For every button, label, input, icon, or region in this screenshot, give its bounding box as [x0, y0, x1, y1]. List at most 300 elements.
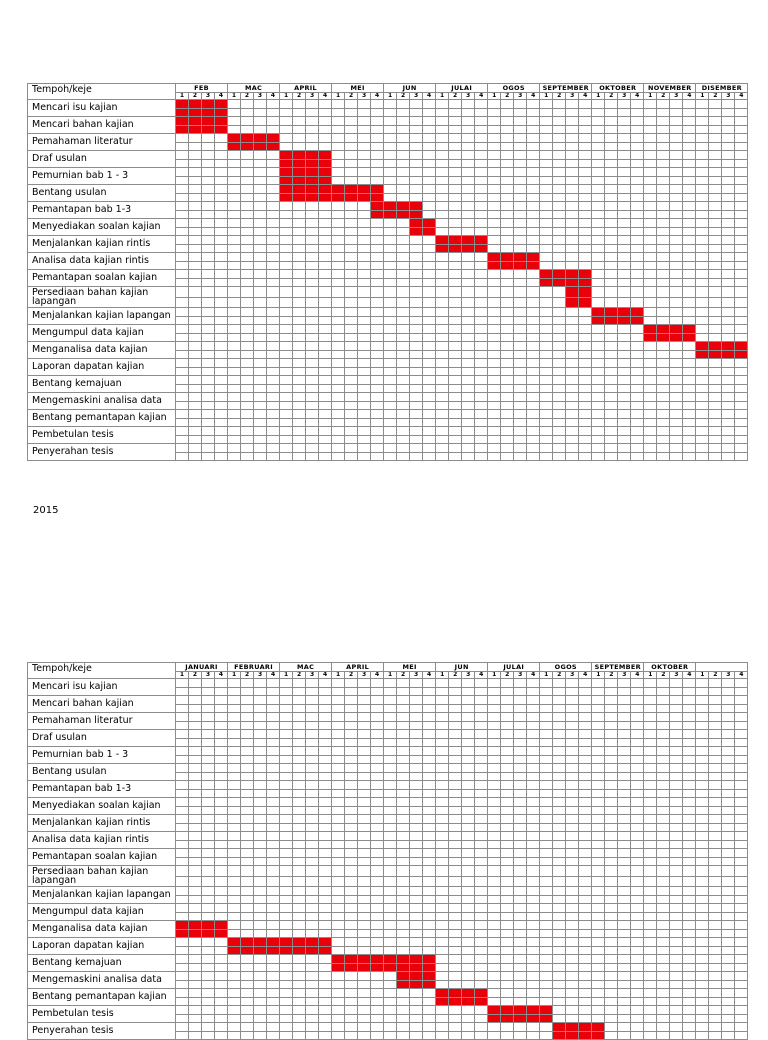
schedule-cell: [410, 738, 423, 747]
schedule-cell: [683, 151, 696, 160]
schedule-cell: [176, 159, 189, 168]
schedule-cell: [267, 980, 280, 989]
schedule-cell: [254, 159, 267, 168]
schedule-cell: [735, 876, 748, 887]
schedule-cell: [410, 989, 423, 998]
schedule-cell: [670, 832, 683, 841]
month-header-row: [28, 663, 748, 672]
schedule-cell: [605, 772, 618, 781]
schedule-bar-cell: [280, 193, 293, 202]
schedule-cell: [566, 325, 579, 334]
schedule-cell: [241, 219, 254, 228]
schedule-cell: [202, 261, 215, 270]
task-row: [28, 202, 748, 211]
schedule-cell: [553, 806, 566, 815]
schedule-cell: [579, 134, 592, 143]
schedule-cell: [345, 176, 358, 185]
schedule-bar-cell: [488, 1014, 501, 1023]
schedule-cell: [540, 997, 553, 1006]
schedule-cell: [709, 866, 722, 877]
schedule-cell: [631, 955, 644, 964]
schedule-cell: [332, 887, 345, 896]
schedule-cell: [722, 876, 735, 887]
schedule-cell: [618, 227, 631, 236]
schedule-bar-cell: [189, 929, 202, 938]
schedule-cell: [189, 980, 202, 989]
schedule-cell: [709, 798, 722, 807]
schedule-cell: [293, 333, 306, 342]
schedule-cell: [332, 236, 345, 245]
schedule-cell: [397, 410, 410, 419]
schedule-cell: [189, 384, 202, 393]
schedule-cell: [410, 151, 423, 160]
schedule-cell: [189, 815, 202, 824]
schedule-cell: [501, 210, 514, 219]
schedule-cell: [306, 287, 319, 298]
schedule-cell: [397, 798, 410, 807]
schedule-bar-cell: [644, 325, 657, 334]
schedule-cell: [280, 955, 293, 964]
schedule-cell: [228, 781, 241, 790]
week-number: 3: [462, 93, 475, 100]
schedule-cell: [501, 452, 514, 461]
schedule-cell: [462, 308, 475, 317]
schedule-bar-cell: [397, 202, 410, 211]
schedule-cell: [475, 980, 488, 989]
schedule-cell: [319, 210, 332, 219]
schedule-cell: [436, 876, 449, 887]
schedule-cell: [709, 367, 722, 376]
week-number: 4: [735, 672, 748, 679]
schedule-cell: [332, 904, 345, 913]
schedule-cell: [254, 789, 267, 798]
schedule-bar-cell: [592, 308, 605, 317]
schedule-cell: [592, 244, 605, 253]
schedule-cell: [176, 738, 189, 747]
schedule-cell: [397, 316, 410, 325]
schedule-cell: [371, 125, 384, 134]
schedule-cell: [514, 117, 527, 126]
schedule-cell: [423, 747, 436, 756]
schedule-cell: [436, 963, 449, 972]
schedule-cell: [579, 921, 592, 930]
schedule-cell: [462, 857, 475, 866]
schedule-cell: [670, 244, 683, 253]
schedule-cell: [735, 168, 748, 177]
schedule-cell: [644, 253, 657, 262]
schedule-cell: [670, 738, 683, 747]
schedule-bar-cell: [202, 921, 215, 930]
schedule-cell: [540, 444, 553, 453]
schedule-cell: [527, 350, 540, 359]
schedule-cell: [280, 815, 293, 824]
schedule-bar-cell: [449, 997, 462, 1006]
schedule-cell: [462, 342, 475, 351]
schedule-cell: [696, 278, 709, 287]
schedule-cell: [709, 730, 722, 739]
schedule-cell: [319, 418, 332, 427]
schedule-cell: [423, 798, 436, 807]
schedule-cell: [241, 202, 254, 211]
schedule-cell: [488, 297, 501, 308]
schedule-cell: [397, 806, 410, 815]
schedule-cell: [709, 946, 722, 955]
schedule-cell: [293, 904, 306, 913]
schedule-cell: [683, 721, 696, 730]
schedule-cell: [553, 857, 566, 866]
schedule-cell: [462, 955, 475, 964]
schedule-cell: [228, 730, 241, 739]
schedule-cell: [553, 185, 566, 194]
schedule-bar-cell: [280, 176, 293, 185]
schedule-cell: [241, 1006, 254, 1015]
schedule-cell: [605, 921, 618, 930]
schedule-cell: [319, 401, 332, 410]
schedule-cell: [735, 134, 748, 143]
schedule-cell: [319, 798, 332, 807]
schedule-cell: [735, 151, 748, 160]
schedule-cell: [553, 236, 566, 245]
week-number: 4: [683, 672, 696, 679]
schedule-cell: [423, 367, 436, 376]
schedule-cell: [670, 236, 683, 245]
schedule-cell: [579, 849, 592, 858]
schedule-cell: [449, 1006, 462, 1015]
schedule-cell: [202, 350, 215, 359]
schedule-cell: [566, 789, 579, 798]
schedule-cell: [189, 435, 202, 444]
schedule-cell: [540, 384, 553, 393]
task-row: [28, 972, 748, 981]
schedule-cell: [189, 333, 202, 342]
schedule-cell: [540, 117, 553, 126]
task-label: Bentang kemajuan: [28, 955, 176, 972]
schedule-cell: [306, 444, 319, 453]
schedule-cell: [527, 193, 540, 202]
schedule-cell: [241, 427, 254, 436]
schedule-cell: [618, 168, 631, 177]
schedule-cell: [540, 904, 553, 913]
schedule-cell: [397, 866, 410, 877]
month-header: NOVEMBER: [644, 84, 696, 93]
schedule-cell: [410, 270, 423, 279]
month-header: OGOS: [488, 84, 540, 93]
schedule-cell: [501, 287, 514, 298]
schedule-cell: [618, 738, 631, 747]
schedule-cell: [735, 895, 748, 904]
schedule-cell: [358, 730, 371, 739]
schedule-cell: [566, 755, 579, 764]
schedule-bar-cell: [735, 342, 748, 351]
schedule-cell: [592, 350, 605, 359]
schedule-cell: [670, 193, 683, 202]
schedule-cell: [644, 410, 657, 419]
schedule-bar-cell: [540, 278, 553, 287]
schedule-cell: [228, 168, 241, 177]
schedule-cell: [449, 904, 462, 913]
schedule-cell: [696, 738, 709, 747]
schedule-cell: [527, 866, 540, 877]
schedule-cell: [657, 815, 670, 824]
schedule-cell: [618, 393, 631, 402]
week-number: 3: [670, 672, 683, 679]
schedule-cell: [410, 755, 423, 764]
schedule-cell: [332, 772, 345, 781]
schedule-cell: [254, 185, 267, 194]
schedule-bar-cell: [332, 955, 345, 964]
schedule-cell: [319, 840, 332, 849]
task-row: [28, 410, 748, 419]
schedule-cell: [696, 117, 709, 126]
schedule-cell: [215, 270, 228, 279]
schedule-cell: [358, 696, 371, 705]
schedule-cell: [280, 142, 293, 151]
schedule-cell: [553, 261, 566, 270]
task-column-header: Tempoh/keje: [28, 84, 176, 100]
schedule-cell: [371, 772, 384, 781]
schedule-cell: [631, 401, 644, 410]
schedule-cell: [683, 100, 696, 109]
schedule-cell: [592, 963, 605, 972]
schedule-cell: [696, 997, 709, 1006]
schedule-cell: [449, 815, 462, 824]
schedule-cell: [449, 696, 462, 705]
schedule-cell: [722, 955, 735, 964]
schedule-cell: [449, 887, 462, 896]
schedule-cell: [202, 679, 215, 688]
schedule-cell: [280, 359, 293, 368]
schedule-cell: [423, 244, 436, 253]
schedule-cell: [553, 866, 566, 877]
schedule-bar-cell: [631, 308, 644, 317]
schedule-cell: [527, 687, 540, 696]
schedule-cell: [462, 393, 475, 402]
month-header-row: [28, 84, 748, 93]
schedule-cell: [618, 1031, 631, 1040]
schedule-cell: [605, 427, 618, 436]
schedule-cell: [176, 904, 189, 913]
schedule-cell: [397, 849, 410, 858]
schedule-cell: [215, 219, 228, 228]
schedule-cell: [540, 176, 553, 185]
schedule-cell: [254, 704, 267, 713]
schedule-cell: [176, 359, 189, 368]
schedule-cell: [605, 912, 618, 921]
schedule-cell: [553, 134, 566, 143]
schedule-cell: [488, 452, 501, 461]
schedule-cell: [683, 747, 696, 756]
schedule-cell: [592, 997, 605, 1006]
schedule-cell: [462, 963, 475, 972]
schedule-cell: [462, 832, 475, 841]
schedule-cell: [618, 895, 631, 904]
schedule-cell: [631, 929, 644, 938]
schedule-cell: [618, 444, 631, 453]
schedule-cell: [345, 401, 358, 410]
schedule-cell: [176, 134, 189, 143]
schedule-cell: [631, 350, 644, 359]
schedule-cell: [267, 270, 280, 279]
schedule-cell: [306, 134, 319, 143]
schedule-cell: [709, 772, 722, 781]
week-number: 4: [683, 93, 696, 100]
schedule-cell: [319, 297, 332, 308]
schedule-cell: [475, 721, 488, 730]
schedule-cell: [189, 832, 202, 841]
schedule-cell: [410, 444, 423, 453]
schedule-bar-cell: [176, 929, 189, 938]
week-number: 4: [735, 93, 748, 100]
schedule-cell: [553, 832, 566, 841]
schedule-cell: [631, 384, 644, 393]
schedule-cell: [553, 772, 566, 781]
schedule-cell: [618, 980, 631, 989]
schedule-cell: [488, 176, 501, 185]
schedule-cell: [241, 895, 254, 904]
schedule-cell: [254, 904, 267, 913]
schedule-bar-cell: [436, 989, 449, 998]
schedule-cell: [644, 418, 657, 427]
schedule-cell: [462, 151, 475, 160]
schedule-cell: [280, 1031, 293, 1040]
schedule-cell: [618, 193, 631, 202]
schedule-cell: [709, 912, 722, 921]
schedule-cell: [475, 210, 488, 219]
schedule-cell: [462, 866, 475, 877]
schedule-cell: [605, 946, 618, 955]
schedule-cell: [683, 806, 696, 815]
schedule-cell: [670, 219, 683, 228]
schedule-cell: [332, 278, 345, 287]
schedule-cell: [345, 866, 358, 877]
schedule-cell: [371, 134, 384, 143]
schedule-cell: [436, 857, 449, 866]
schedule-cell: [735, 193, 748, 202]
task-label: Pemantapan soalan kajian: [28, 849, 176, 866]
schedule-cell: [657, 679, 670, 688]
schedule-cell: [228, 210, 241, 219]
schedule-cell: [579, 963, 592, 972]
schedule-cell: [371, 176, 384, 185]
schedule-cell: [683, 227, 696, 236]
schedule-cell: [332, 270, 345, 279]
schedule-cell: [683, 287, 696, 298]
schedule-cell: [631, 176, 644, 185]
schedule-cell: [579, 895, 592, 904]
schedule-cell: [202, 713, 215, 722]
schedule-cell: [514, 316, 527, 325]
schedule-cell: [475, 287, 488, 298]
schedule-cell: [267, 316, 280, 325]
schedule-cell: [436, 202, 449, 211]
schedule-cell: [436, 849, 449, 858]
schedule-cell: [397, 912, 410, 921]
schedule-cell: [449, 185, 462, 194]
schedule-cell: [267, 193, 280, 202]
schedule-cell: [449, 108, 462, 117]
schedule-cell: [501, 367, 514, 376]
schedule-cell: [540, 168, 553, 177]
schedule-cell: [618, 938, 631, 947]
schedule-cell: [202, 963, 215, 972]
schedule-cell: [553, 193, 566, 202]
schedule-cell: [397, 227, 410, 236]
schedule-cell: [176, 444, 189, 453]
schedule-cell: [605, 176, 618, 185]
gantt-chart-2014: [27, 83, 748, 461]
schedule-cell: [449, 823, 462, 832]
schedule-cell: [202, 287, 215, 298]
schedule-cell: [657, 895, 670, 904]
schedule-cell: [241, 253, 254, 262]
schedule-cell: [228, 435, 241, 444]
schedule-cell: [267, 253, 280, 262]
schedule-cell: [722, 798, 735, 807]
schedule-cell: [683, 253, 696, 262]
schedule-cell: [657, 946, 670, 955]
schedule-cell: [605, 704, 618, 713]
schedule-cell: [670, 270, 683, 279]
schedule-cell: [722, 219, 735, 228]
schedule-cell: [605, 696, 618, 705]
schedule-cell: [514, 151, 527, 160]
schedule-cell: [306, 401, 319, 410]
week-number: 4: [371, 672, 384, 679]
schedule-cell: [280, 278, 293, 287]
schedule-cell: [514, 100, 527, 109]
schedule-cell: [436, 253, 449, 262]
schedule-cell: [579, 117, 592, 126]
schedule-cell: [683, 997, 696, 1006]
schedule-cell: [371, 342, 384, 351]
schedule-cell: [397, 895, 410, 904]
schedule-cell: [644, 210, 657, 219]
schedule-cell: [683, 435, 696, 444]
schedule-cell: [280, 823, 293, 832]
schedule-cell: [241, 849, 254, 858]
schedule-cell: [618, 840, 631, 849]
schedule-cell: [254, 764, 267, 773]
schedule-cell: [410, 781, 423, 790]
schedule-cell: [670, 202, 683, 211]
schedule-cell: [579, 730, 592, 739]
week-number: 1: [176, 93, 189, 100]
schedule-cell: [592, 297, 605, 308]
schedule-cell: [683, 772, 696, 781]
schedule-cell: [657, 721, 670, 730]
schedule-cell: [579, 840, 592, 849]
schedule-bar-cell: [176, 117, 189, 126]
schedule-cell: [488, 108, 501, 117]
schedule-cell: [358, 1031, 371, 1040]
schedule-cell: [501, 772, 514, 781]
schedule-bar-cell: [696, 350, 709, 359]
schedule-cell: [176, 236, 189, 245]
schedule-cell: [514, 185, 527, 194]
schedule-bar-cell: [189, 125, 202, 134]
schedule-cell: [241, 806, 254, 815]
schedule-cell: [501, 989, 514, 998]
schedule-cell: [696, 308, 709, 317]
schedule-bar-cell: [579, 278, 592, 287]
schedule-cell: [254, 755, 267, 764]
schedule-cell: [488, 236, 501, 245]
schedule-cell: [384, 168, 397, 177]
schedule-cell: [319, 253, 332, 262]
schedule-cell: [657, 125, 670, 134]
schedule-cell: [527, 738, 540, 747]
schedule-cell: [397, 393, 410, 402]
